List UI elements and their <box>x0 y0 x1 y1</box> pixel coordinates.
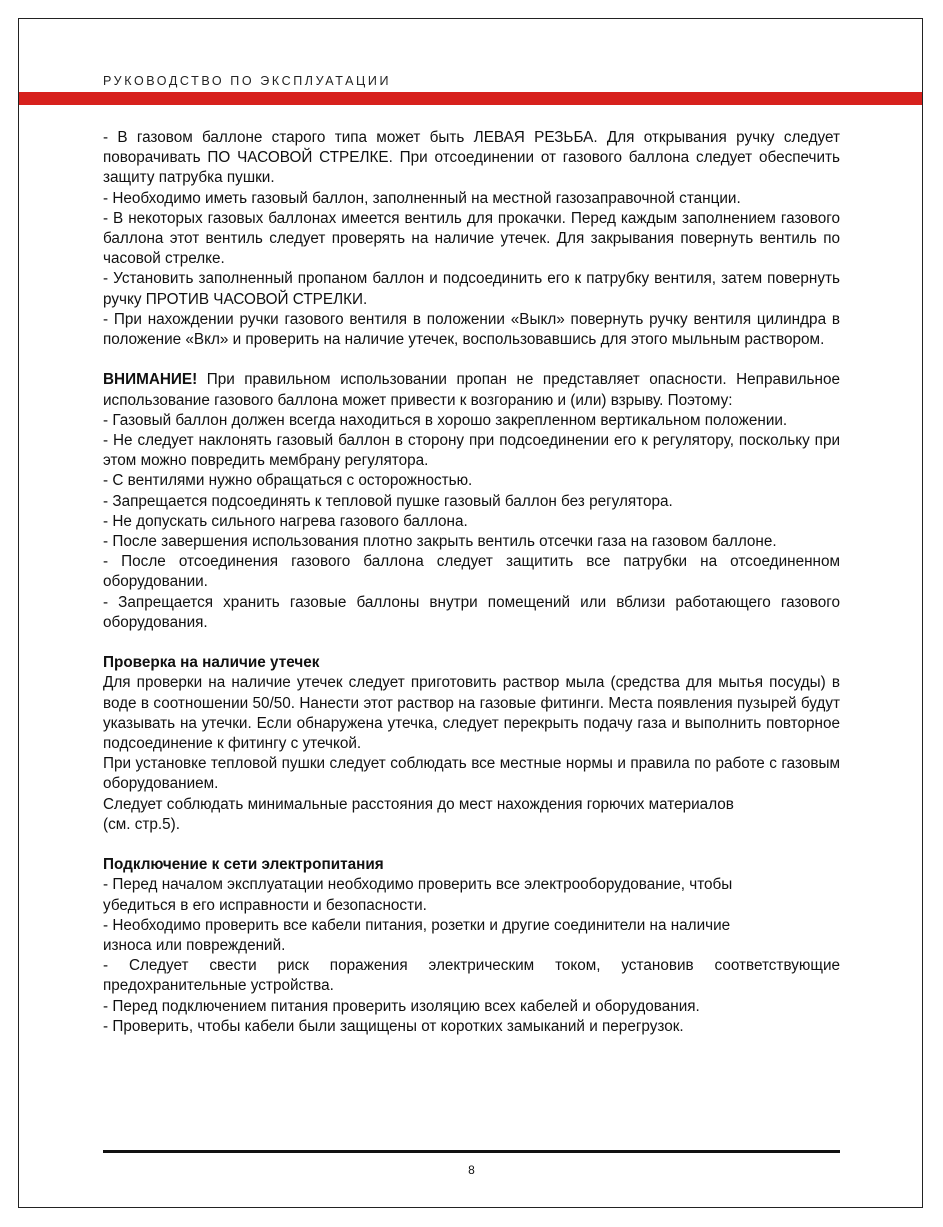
paragraph: - Запрещается хранить газовые баллоны внутри помещений или вблизи работающего газового оборудования. <box>103 593 840 631</box>
paragraph: - С вентилями нужно обращаться с осторожностью. <box>103 472 473 490</box>
paragraph: - При нахождении ручки газового вентиля в положении «Выкл» повернуть ручку вентиля цилиндра в положение «Вкл» и проверить на наличие утечек, воспользовавшись для этого мыльным раствором. <box>103 310 840 349</box>
spacer <box>103 633 840 653</box>
paragraph: - Запрещается подсоединять к тепловой пушке газовый баллон без регулятора. <box>103 492 673 510</box>
paragraph: - Проверить, чтобы кабели были защищены от коротких замыканий и перегрузок. <box>103 1017 684 1035</box>
paragraph: - Не следует наклонять газовый баллон в сторону при подсоединении его к регулятору, поскольку при этом можно повредить мембрану регулятора. <box>103 432 840 470</box>
paragraph: - Необходимо проверить все кабели питания, розетки и другие соединители на наличие износа или повреждений. <box>103 916 731 955</box>
paragraph: - Газовый баллон должен всегда находиться в хорошо закрепленном вертикальном положении. <box>103 411 788 429</box>
paragraph: Следует соблюдать минимальные расстояния до мест нахождения горючих материалов (см. стр.5). <box>103 795 734 833</box>
document-header-title: РУКОВОДСТВО ПО ЭКСПЛУАТАЦИИ <box>103 74 392 88</box>
paragraph: Для проверки на наличие утечек следует приготовить раствор мыла (средства для мытья посуды) в воде в соотношении 50/50. Нанести этот раствор на газовые фитинги. Места появления пузырей будут указывать на утечки. Если обнаружена утечка, следует перекрыть подачу газа и выполнить повторное подсоединение к фитингу с утечкой. <box>103 674 840 753</box>
warning-label: ВНИМАНИЕ! <box>103 371 198 389</box>
paragraph: - В газовом баллоне старого типа может быть ЛЕВАЯ РЕЗЬБА. Для открывания ручку следует поворачивать ПО ЧАСОВОЙ СТРЕЛКЕ. При отсоединении от газового баллона следует обеспечить защиту патрубка пушки. <box>103 129 840 187</box>
spacer <box>103 835 840 855</box>
page-content <box>103 128 840 1037</box>
warning-paragraph <box>103 370 840 410</box>
power-heading: Подключение к сети электропитания <box>103 856 384 874</box>
paragraph: - Перед подключением питания проверить изоляцию всех кабелей и оборудования. <box>103 997 700 1015</box>
leak-check-heading: Проверка на наличие утечек <box>103 654 320 672</box>
paragraph: - Установить заполненный пропаном баллон и подсоединить его к патрубку вентиля, затем повернуть ручку ПРОТИВ ЧАСОВОЙ СТРЕЛКИ. <box>103 270 840 308</box>
paragraph: При установке тепловой пушки следует соблюдать все местные нормы и правила по работе с газовым оборудованием. <box>103 755 840 793</box>
paragraph: - Следует свести риск поражения электрическим током, установив соответствующие предохранительные устройства. <box>103 957 840 995</box>
paragraph: - Перед началом эксплуатации необходимо проверить все электрооборудование, чтобы убедиться в его исправности и безопасности. <box>103 876 733 914</box>
page-number: 8 <box>468 1163 475 1177</box>
footer-rule <box>103 1150 840 1153</box>
paragraph: - После завершения использования плотно закрыть вентиль отсечки газа на газовом баллоне. <box>103 533 777 551</box>
paragraph: - После отсоединения газового баллона следует защитить все патрубки на отсоединенном оборудовании. <box>103 553 840 591</box>
header-red-band <box>19 92 922 105</box>
paragraph: - Необходимо иметь газовый баллон, заполненный на местной газозаправочной станции. <box>103 189 741 207</box>
paragraph: - Не допускать сильного нагрева газового баллона. <box>103 512 468 530</box>
paragraph: - В некоторых газовых баллонах имеется вентиль для прокачки. Перед каждым заполнением газового баллона этот вентиль следует проверять на наличие утечек. Для закрывания повернуть вентиль по часовой стрелке. <box>103 209 840 268</box>
spacer <box>103 350 840 370</box>
warning-text: При правильном использовании пропан не представляет опасности. Неправильное использование газового баллона может привести к возгоранию и (или) взрыву. Поэтому: <box>103 371 840 409</box>
